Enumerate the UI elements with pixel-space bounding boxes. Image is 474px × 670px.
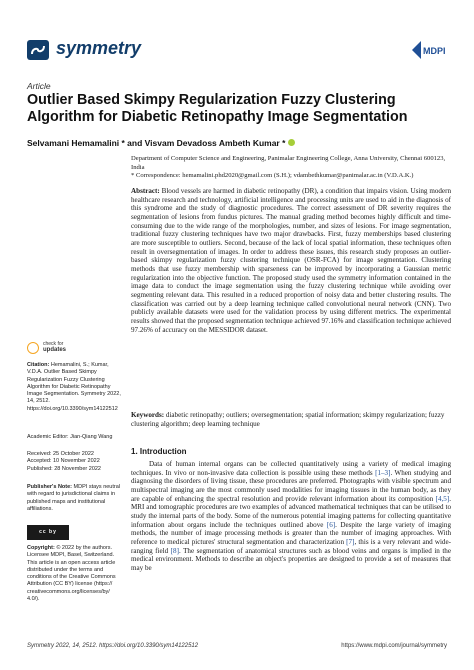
citation-label: Citation: xyxy=(27,362,50,368)
intro-text: . Despite the large variety of imaging methods, the number of image processing methods is greater than the number of imaging approaches. With reference to medical pictures' structural segmentation and characterization xyxy=(131,520,451,546)
author-line xyxy=(27,138,295,148)
article-title: Outlier Based Skimpy Regularization Fuzzy Clustering Algorithm for Diabetic Retinopathy Image Segmentation xyxy=(27,92,408,125)
authors-text: Selvamani Hemamalini * and Visvam Devadoss Ambeth Kumar * xyxy=(27,138,286,148)
updates-line-2: updates xyxy=(43,346,67,353)
received-date: Received: 25 October 2022 xyxy=(27,451,94,457)
copyright-text: © 2022 by the authors. Licensee MDPI, Basel, Switzerland. This article is an open access article distributed under the terms and conditions of the Creative Commons Attribution (CC BY) license (https:// creativecommons.org/licenses/by/ 4.0/). xyxy=(27,545,116,603)
affiliation-block xyxy=(131,155,451,181)
copyright-block xyxy=(27,545,122,603)
mdpi-logo xyxy=(412,41,448,59)
mdpi-logo-text: MDPI xyxy=(423,46,446,56)
intro-text: . MRI and tomographic procedures are two examples of advanced mathematical techniques that can be utilised to study the internal parts of the body. Some of the numerous potential imaging patterns for collecting quantitative information about organs include the techniques outlined above xyxy=(131,494,451,529)
accepted-date: Accepted: 10 November 2022 xyxy=(27,458,100,465)
citation-link[interactable]: [8] xyxy=(170,546,179,555)
abstract xyxy=(131,187,451,334)
citation-link[interactable]: [1–3] xyxy=(375,468,391,477)
affiliation: Department of Computer Science and Engineering, Panimalar Engineering College, Anna University, Chennai 600123, India xyxy=(131,155,446,171)
footer-citation[interactable]: Symmetry 2022, 14, 2512. https://doi.org/10.3390/sym14122512 xyxy=(27,643,199,649)
copyright-label: Copyright: xyxy=(27,545,55,551)
update-check-icon xyxy=(27,342,39,354)
abstract-label: Abstract: xyxy=(131,187,160,195)
intro-text: . When studying and diagnosing the disorders of living tissue, these procedures are preferred. Photographs with visible spectrum and multispectral imaging are the most commonly used modalities for imaging tissues in the human body, as they are capable of enhancing the spectral resolution and provide relevant information about its composition xyxy=(131,468,451,503)
check-for-updates-button[interactable] xyxy=(27,342,97,358)
updates-line-1: check for xyxy=(43,341,64,347)
section-heading-introduction: 1. Introduction xyxy=(131,447,187,456)
citation-text[interactable]: Hemamalini, S.; Kumar, V.D.A. Outlier Based Skimpy Regularization Fuzzy Clustering Algorithm for Diabetic Retinopathy Image Segmentation. Symmetry 2022, 14, 2512. https://doi.org/10.3390/sym14122512 xyxy=(27,362,121,412)
orcid-icon[interactable] xyxy=(288,139,295,146)
abstract-text: Blood vessels are harmed in diabetic retinopathy (DR), a condition that impairs vision. Using modern healthcare research and technology, artificial intelligence and processing units are used to aid in the diagnosis of this syndrome and the study of diagnostic procedures. The correct assessment of DR severity requires the segmentation of lesions from fundus pictures. The manual grading method becomes highly difficult and time-consuming due to the wide range of the morphologies, number, and sizes of lesions. For image segmentation, traditional fuzzy clustering techniques have two major drawbacks. First, fuzzy memberships based clustering are more susceptible to outliers. Second, because of the lack of local spatial information, these techniques often result in oversegmentation of images. In order to address these issues, this research study proposes an outlier-based skimpy regularization fuzzy clustering technique (OSR-FCA) for image segmentation. Clustering methods that use fuzzy membership with sparseness can be improved by incorporating a Gaussian metric regularization into the objective function. The proposed study used the symmetry information contained in the image data to conduct the image segmentation using the fuzzy clustering technique while avoiding over segmenting relevant data. This resulted in a reduced proportion of noisy data and better clustering results. The classification was carried out by a deep learning technique called convolutional neural network (CNN). Two publicly available datasets were used for the validation process by using different metrics. The experimental results showed that the proposed segmentation technique achieved 97.16% and classification technique achieved 97.26% of accuracy on the MESSIDOR dataset. xyxy=(131,187,451,334)
cc-license-badge[interactable]: cc by xyxy=(27,525,69,540)
introduction-body xyxy=(131,460,451,573)
publisher-note xyxy=(27,484,122,513)
intro-text: , this is a very relevant and wide-ranging field xyxy=(131,537,451,555)
citation-block xyxy=(27,362,122,413)
article-type: Article xyxy=(27,81,51,91)
footer-journal-link[interactable]: https://www.mdpi.com/journal/symmetry xyxy=(341,643,447,649)
academic-editor: Academic Editor: Jian-Qiang Wang xyxy=(27,434,113,440)
publisher-note-text: MDPI stays neutral with regard to jurisdictional claims in published maps and institutional affiliations. xyxy=(27,484,121,512)
keywords xyxy=(131,411,451,428)
keywords-text: diabetic retinopathy; outliers; oversegmentation; spatial information; skimpy regularization; fuzzy clustering algorithm; deep learning technique xyxy=(131,411,445,428)
intro-text: Data of human internal organs can be collected quantitatively using a variety of medical imaging techniques. In vivo or non-invasive data collection is possible using these methods xyxy=(131,460,451,477)
citation-link[interactable]: [6] xyxy=(326,520,336,529)
updates-label xyxy=(43,342,66,353)
citation-link[interactable]: [4,5] xyxy=(435,494,450,503)
citation-link[interactable]: [7] xyxy=(346,537,355,546)
intro-text: . The segmentation of anatomical structures such as blood veins and organs is implied in the medical environment. Methods to describe an object's properties are designed to provide a set of measures that may be xyxy=(131,546,451,572)
journal-name: symmetry xyxy=(56,38,142,58)
published-date: Published: 28 November 2022 xyxy=(27,465,101,472)
publication-dates xyxy=(27,451,122,473)
correspondence[interactable]: * Correspondence: hemamalini.phd2020@gmail.com (S.H.); vdambethkumar@panimalar.ac.in (V.D.A.K.) xyxy=(131,172,414,179)
keywords-label: Keywords: xyxy=(131,411,165,419)
publisher-note-label: Publisher's Note: xyxy=(27,484,73,490)
symmetry-logo-icon xyxy=(27,40,49,60)
